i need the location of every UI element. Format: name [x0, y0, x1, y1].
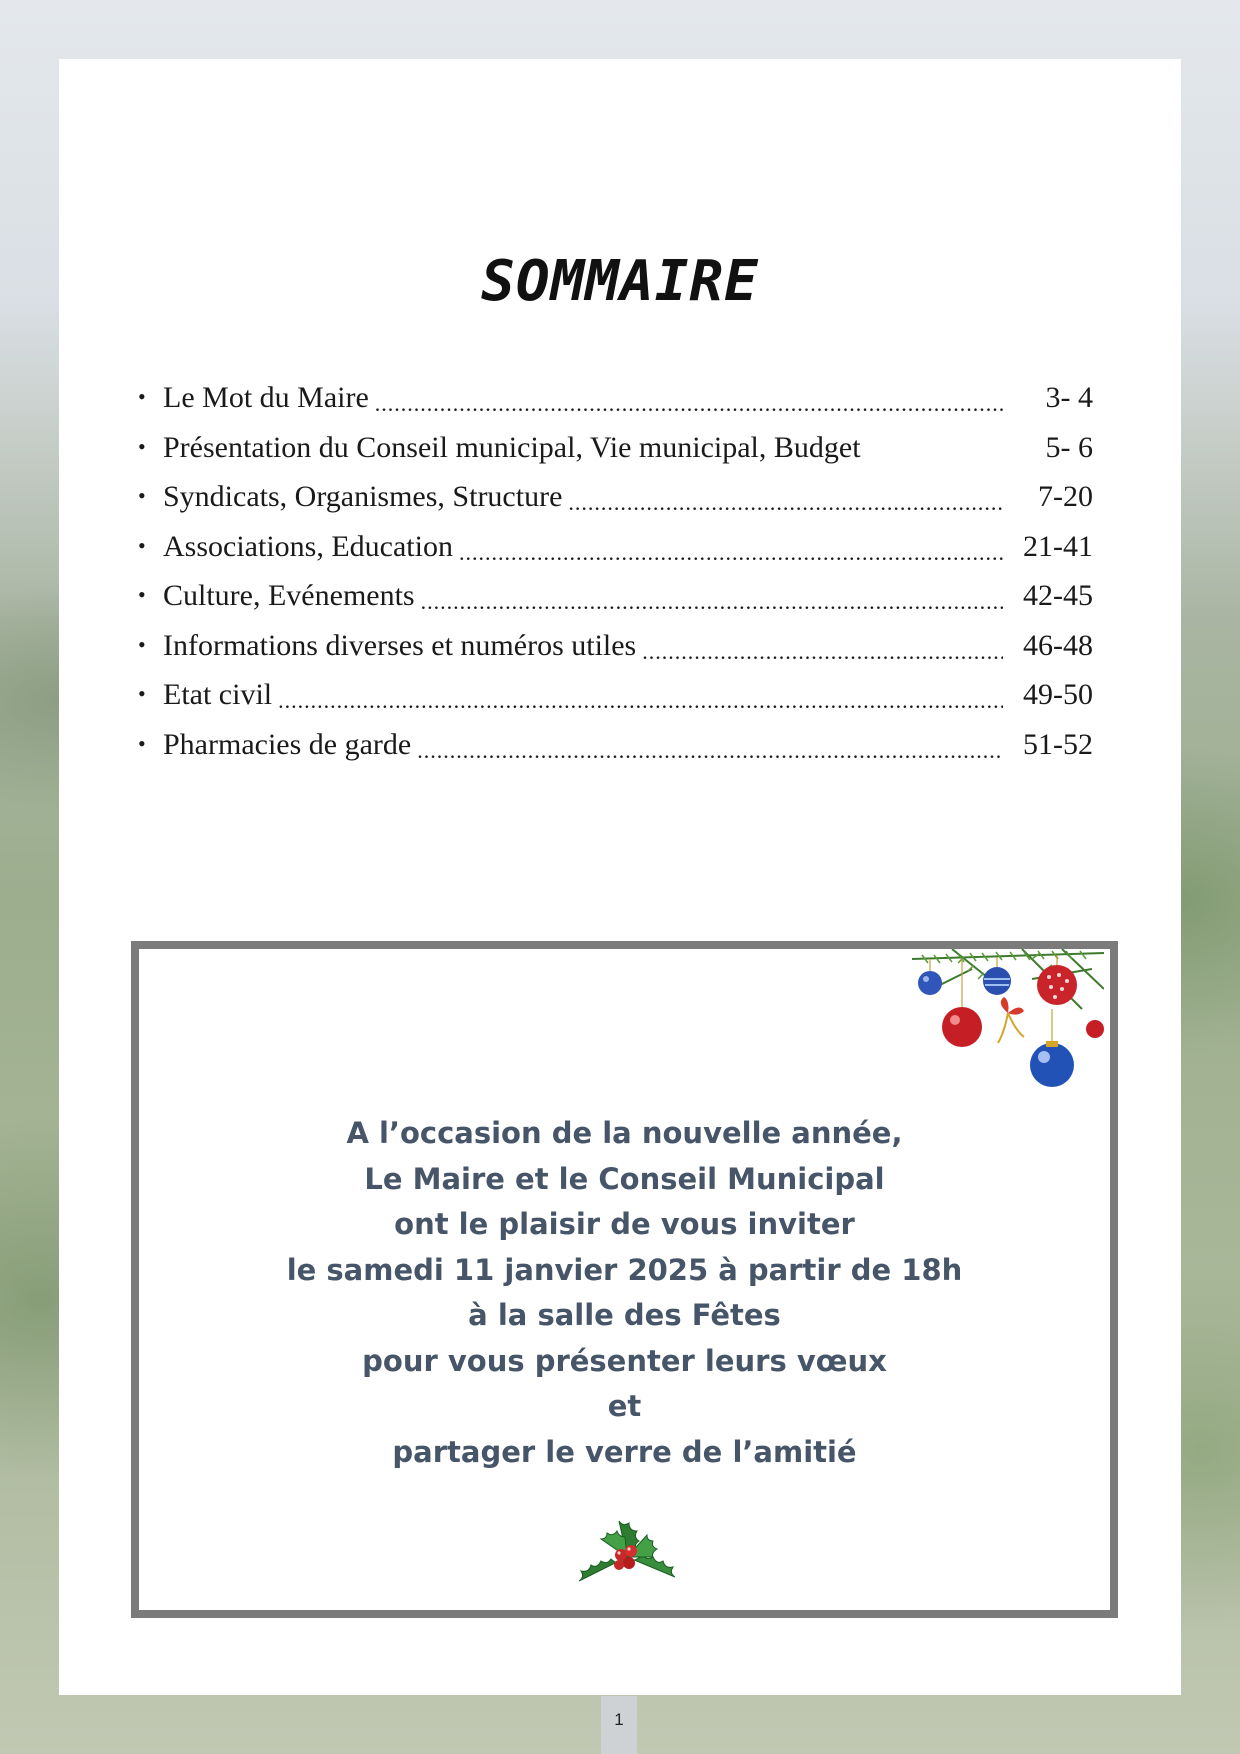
invitation-line: Le Maire et le Conseil Municipal [364, 1161, 885, 1196]
dot-leader [417, 738, 1003, 768]
toc-item [138, 678, 1093, 728]
dot-leader [421, 589, 1003, 619]
toc-item-pages: 51-52 [1023, 727, 1093, 761]
page-title: SOMMAIRE [481, 249, 759, 314]
toc-item [138, 480, 1093, 530]
christmas-baubles-icon [912, 949, 1104, 1097]
toc-item-label: Syndicats, Organismes, Structure [163, 480, 563, 513]
toc-item [138, 579, 1093, 629]
bullet: • [138, 582, 146, 607]
invitation-line: à la salle des Fêtes [468, 1298, 781, 1332]
dot-leader [459, 540, 1003, 570]
bullet: • [138, 631, 146, 657]
invitation-line: A l’occasion de la nouvelle année, [346, 1116, 903, 1150]
toc-item-pages: 3- 4 [1045, 381, 1093, 414]
bullet: • [138, 532, 146, 558]
dot-leader [642, 639, 1003, 669]
table-of-contents [138, 381, 1093, 777]
bullet: • [138, 433, 146, 459]
toc-item [138, 381, 1093, 431]
invitation-box [131, 941, 1118, 1618]
toc-item-pages: 42-45 [1023, 579, 1093, 612]
invitation-line: ont le plaisir de vous inviter [394, 1207, 855, 1241]
invitation-line: partager le verre de l’amitié [392, 1434, 857, 1469]
dot-leader [278, 688, 1003, 718]
bullet: • [138, 730, 146, 756]
toc-item [138, 728, 1093, 778]
toc-item [138, 629, 1093, 679]
toc-item-pages: 49-50 [1023, 678, 1093, 711]
toc-item-pages: 7-20 [1038, 480, 1093, 513]
invitation-line: pour vous présenter leurs vœux [362, 1343, 887, 1378]
toc-item-label: Etat civil [163, 678, 273, 711]
toc-item-label: Présentation du Conseil municipal, Vie municipal, Budget [163, 430, 861, 464]
bullet: • [138, 483, 146, 508]
page-sheet [59, 59, 1181, 1695]
page-number-tab [601, 1696, 637, 1754]
dot-leader [375, 391, 1003, 421]
dot-leader [568, 490, 1003, 520]
toc-item-label: Pharmacies de garde [163, 727, 412, 761]
invitation-line: le samedi 11 janvier 2025 à partir de 18h [286, 1252, 963, 1287]
invitation-line: et [607, 1389, 642, 1423]
bullet: • [138, 384, 146, 409]
toc-item [138, 431, 1093, 481]
toc-item-pages: 21-41 [1023, 529, 1093, 563]
toc-item-label: Associations, Education [163, 529, 453, 563]
toc-item-label: Le Mot du Maire [163, 381, 369, 414]
page-number: 1 [614, 1710, 624, 1729]
toc-item-pages: 46-48 [1023, 628, 1093, 662]
toc-item-label: Culture, Evénements [163, 579, 415, 612]
toc-item [138, 530, 1093, 580]
toc-item-label: Informations diverses et numéros utiles [163, 628, 637, 662]
toc-item-pages: 5- 6 [1045, 430, 1093, 464]
holly-icon [571, 1517, 683, 1597]
bullet: • [138, 681, 146, 706]
invitation-text [139, 1111, 1110, 1475]
